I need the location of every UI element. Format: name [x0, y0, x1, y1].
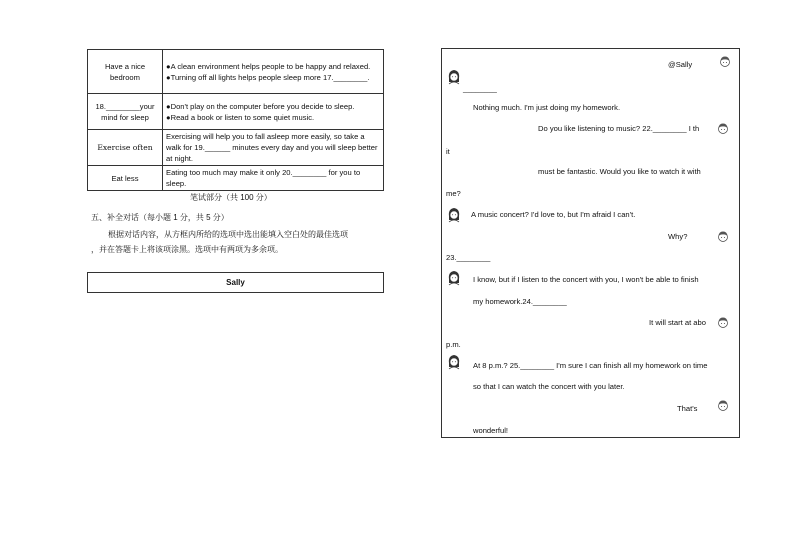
table-cell-tips	[163, 166, 384, 191]
dialogue-line: my homework.24.________	[473, 297, 567, 306]
boy-avatar-icon	[716, 121, 730, 137]
tip-line: Exercising will help you to fall asleep more easily, so take a walk for 19.______ minutes every day and you will sleep better at night.	[166, 132, 378, 163]
girl-avatar-icon	[447, 207, 461, 223]
tips-table	[87, 49, 384, 191]
girl-avatar-icon	[447, 354, 461, 370]
boy-avatar-icon	[716, 229, 730, 245]
dialogue-line: me?	[446, 189, 461, 198]
instruction-line: 根据对话内容，从方框内所给的选项中选出能填入空白处的最佳选项	[108, 230, 348, 239]
dialogue-line: wonderful!	[473, 426, 509, 435]
boy-avatar-icon	[716, 315, 730, 331]
dialogue-line: Do you like listening to music? 22.________ I th	[538, 124, 700, 133]
table-row	[88, 166, 384, 191]
section-title: 笔试部分（共 100 分）	[190, 193, 272, 202]
tip-line: ●Read a book or listen to some quiet music.	[166, 112, 315, 122]
instruction-line: ，并在答题卡上将该项涂黑。选项中有两项为多余项。	[91, 245, 283, 254]
boy-avatar-icon	[716, 398, 730, 414]
table-cell-tips	[163, 50, 384, 94]
dialogue-line: must be fantastic. Would you like to watch it with	[538, 167, 701, 176]
dialogue-line: so that I can watch the concert with you later.	[473, 382, 625, 391]
table-cell-topic: 18.________your mind for sleep	[88, 94, 163, 130]
tip-line: ●Don't play on the computer before you decide to sleep.	[166, 101, 355, 111]
tip-line: ●A clean environment helps people to be happy and relaxed.	[166, 61, 371, 71]
tip-line: ●Turning off all lights helps people sleep more 17.________.	[166, 72, 370, 82]
dialogue-line: I know, but if I listen to the concert with you, I won't be able to finish	[473, 275, 699, 284]
dialogue-line: Nothing much. I'm just doing my homework.	[473, 103, 621, 112]
dialogue-line: 23.________	[446, 253, 491, 262]
girl-avatar-icon	[447, 69, 461, 85]
table-cell-topic: Exercise often	[88, 130, 163, 166]
dialogue-line: it	[446, 147, 450, 156]
dialogue-line: That's	[677, 404, 698, 413]
dialogue-line: p.m.	[446, 340, 461, 349]
boy-avatar-icon	[718, 54, 732, 70]
table-cell-topic: Eat less	[88, 166, 163, 191]
table-row	[88, 50, 384, 94]
table-cell-tips	[163, 130, 384, 166]
dialogue-line: It will start at abo	[649, 318, 706, 327]
dialogue-line: At 8 p.m.? 25.________ I'm sure I can finish all my homework on time	[473, 361, 708, 370]
table-row	[88, 130, 384, 166]
part5-heading: 五、补全对话（每小题 1 分，共 5 分）	[91, 213, 229, 222]
table-cell-tips	[163, 94, 384, 130]
girl-avatar-icon	[447, 270, 461, 286]
table-cell-topic: Have a nice bedroom	[88, 50, 163, 94]
tip-line: Eating too much may make it only 20.________ for you to sleep.	[166, 168, 361, 188]
dialogue-line: A music concert? I'd love to, but I'm afraid I can't.	[471, 210, 636, 219]
dialogue-line: @Sally	[668, 60, 693, 69]
dialogue-line: ________	[463, 84, 497, 93]
dialogue-line: Why?	[668, 232, 688, 241]
table-row	[88, 94, 384, 130]
options-box: Sally	[87, 272, 384, 293]
